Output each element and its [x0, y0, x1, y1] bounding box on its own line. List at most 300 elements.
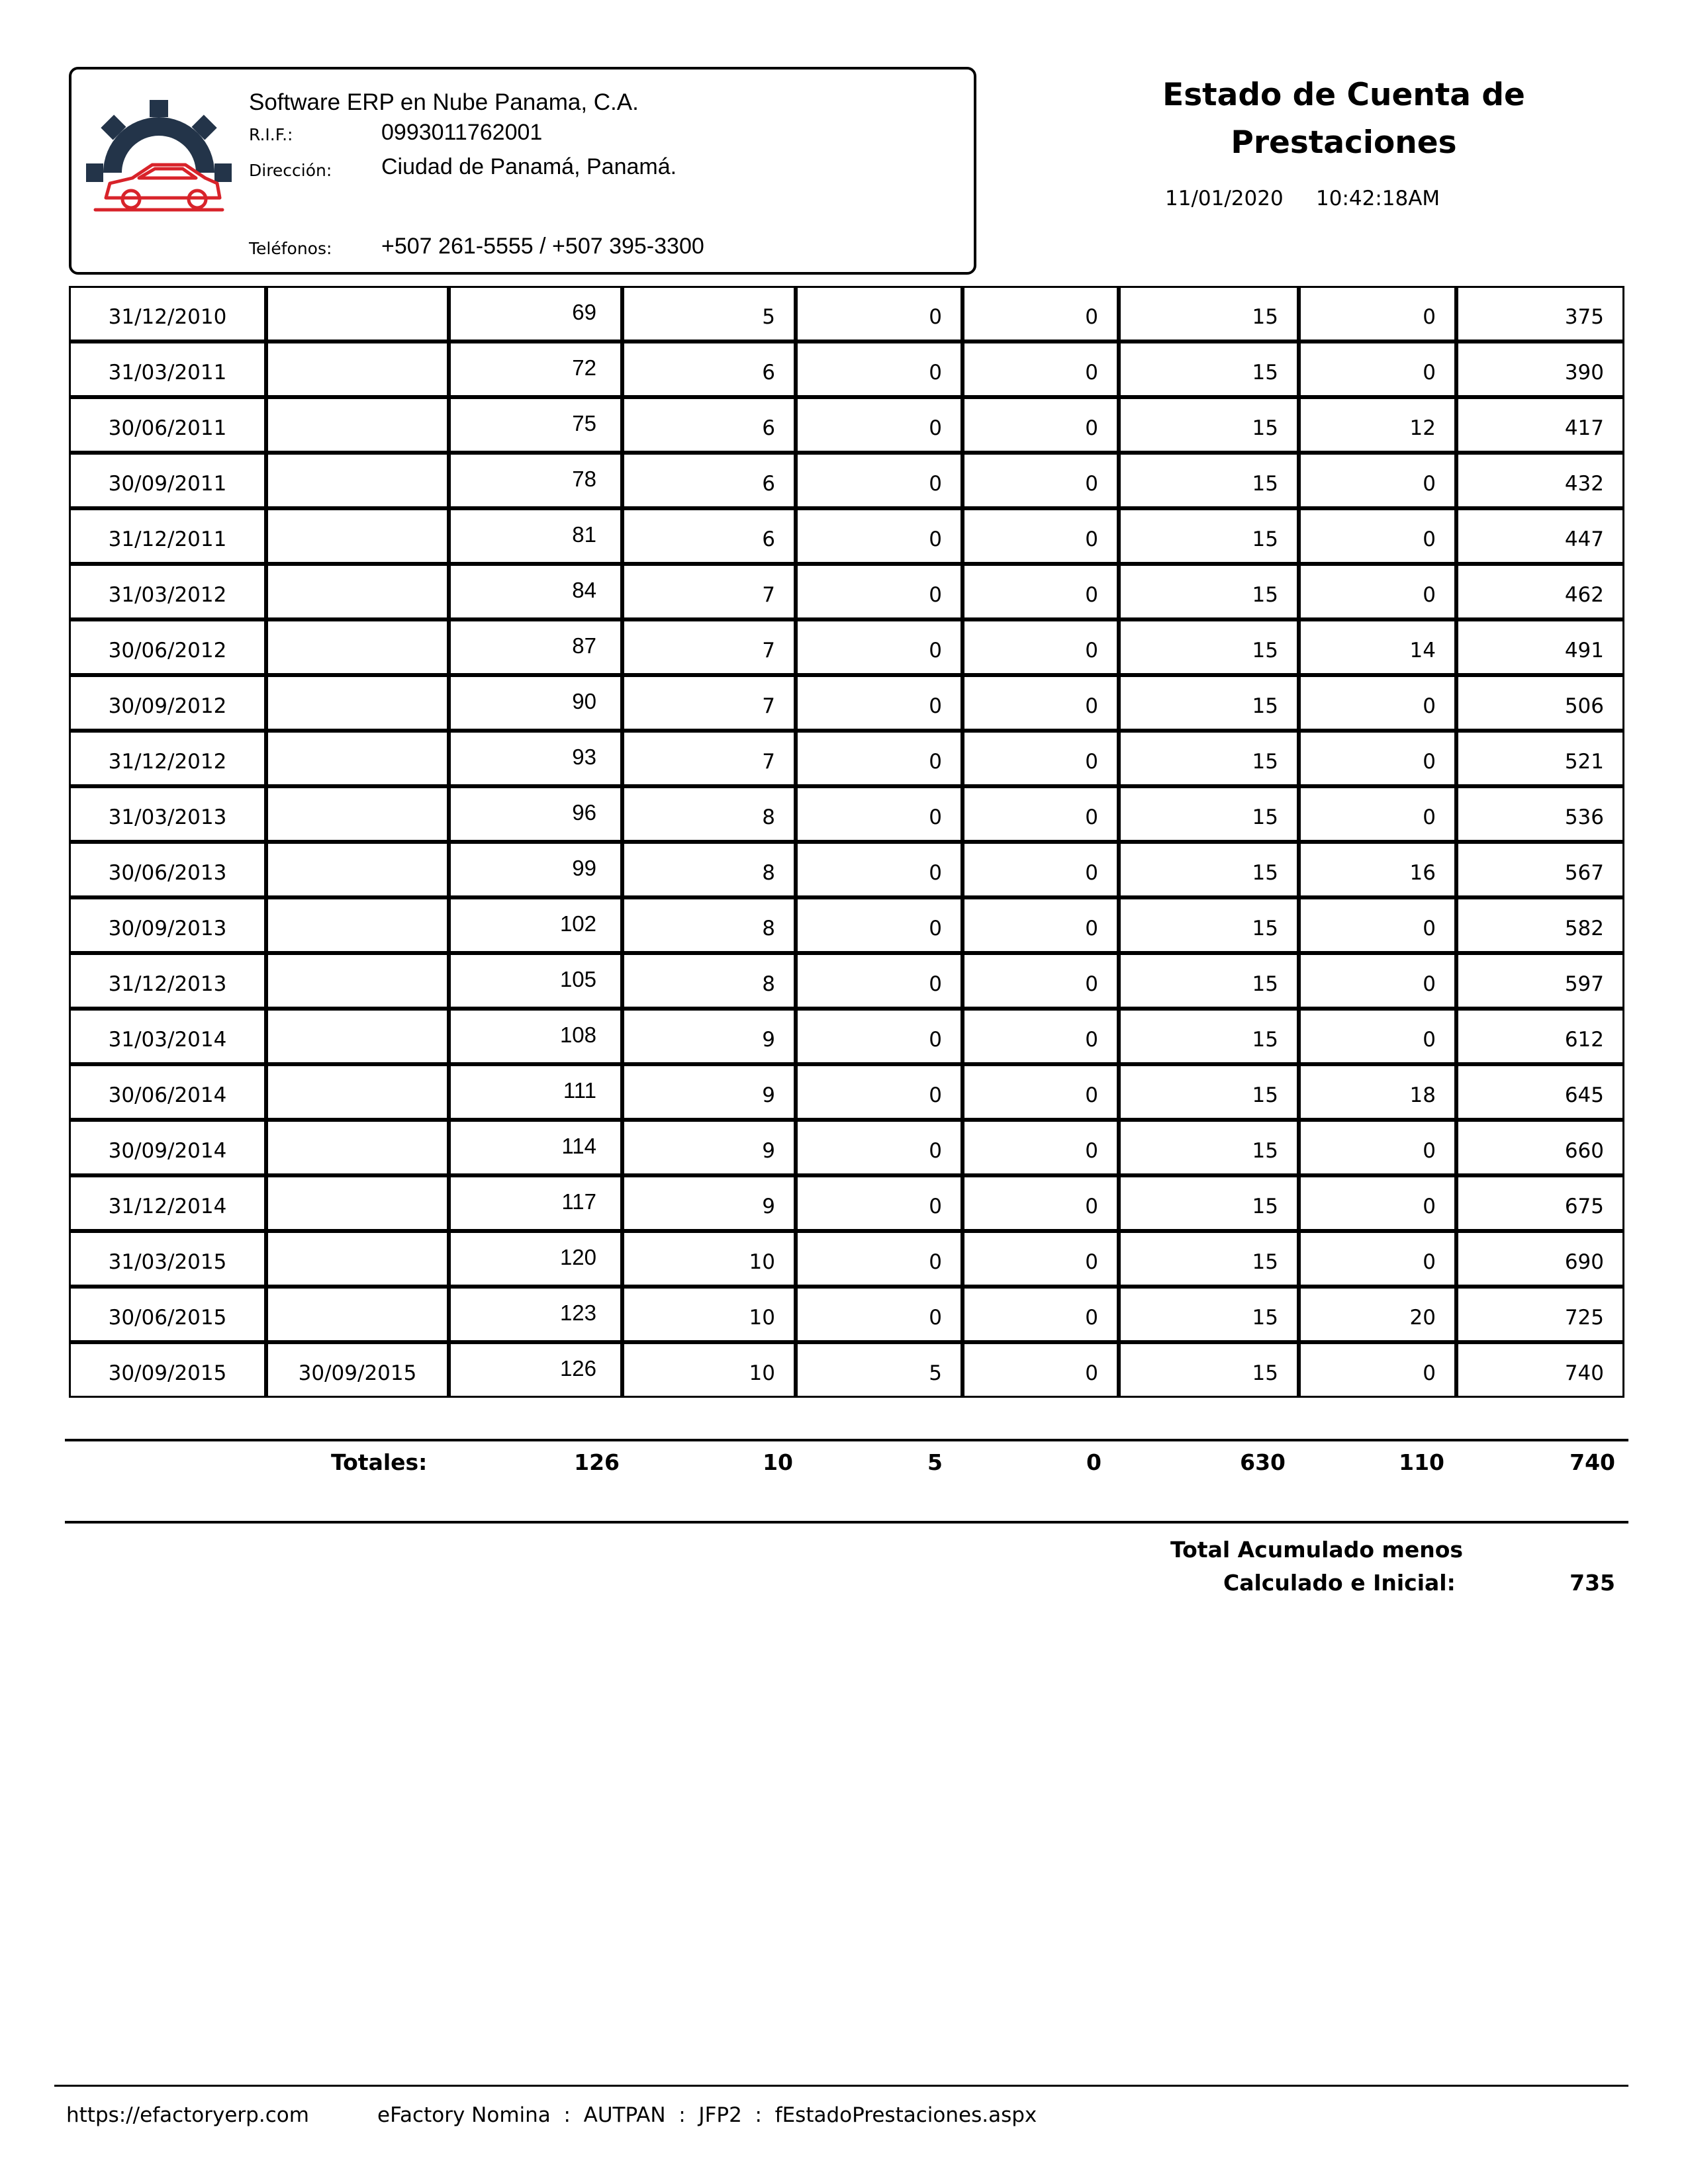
table-cell — [1119, 786, 1299, 842]
cell-value: 0 — [1423, 917, 1436, 940]
table-cell — [1119, 731, 1299, 786]
cell-value: 0 — [1085, 472, 1098, 496]
table-cell — [1299, 453, 1456, 508]
table-cell — [1456, 731, 1624, 786]
table-cell — [962, 1287, 1119, 1342]
table-cell — [796, 1287, 962, 1342]
cell-value: 582 — [1564, 917, 1604, 940]
cell-value: 0 — [1423, 750, 1436, 774]
cell-value: 375 — [1564, 305, 1604, 329]
cell-value: 536 — [1564, 805, 1604, 829]
table-cell — [622, 1175, 796, 1231]
totals-bottom-rule — [65, 1521, 1628, 1524]
cell-value: 725 — [1564, 1306, 1604, 1330]
table-cell — [1299, 1231, 1456, 1287]
cell-value: 0 — [1423, 1361, 1436, 1385]
table-cell — [796, 1342, 962, 1398]
cell-value: 15 — [1252, 1028, 1278, 1052]
table-cell — [622, 453, 796, 508]
table-cell — [1119, 1120, 1299, 1175]
table-cell — [266, 508, 449, 564]
cell-value: 6 — [762, 527, 775, 551]
table-cell — [266, 1287, 449, 1342]
table-cell — [1456, 1175, 1624, 1231]
company-name: Software ERP en Nube Panama, C.A. — [249, 89, 639, 115]
table-cell — [1299, 1342, 1456, 1398]
total-col-7: 630 — [1240, 1449, 1286, 1475]
table-cell — [266, 731, 449, 786]
cell-value: 8 — [762, 805, 775, 829]
table-cell — [962, 731, 1119, 786]
cell-value: 31/03/2012 — [108, 583, 227, 607]
table-cell — [266, 1009, 449, 1064]
cell-value: 0 — [1423, 972, 1436, 996]
table-cell — [449, 842, 622, 897]
cell-value: 69 — [572, 300, 596, 324]
cell-value: 31/12/2011 — [108, 527, 227, 551]
table-cell — [1119, 953, 1299, 1009]
totals-top-rule — [65, 1439, 1628, 1441]
table-row — [69, 786, 1624, 842]
table-cell — [1119, 1009, 1299, 1064]
table-cell — [449, 286, 622, 341]
cell-value: 0 — [929, 917, 942, 940]
cell-value: 7 — [762, 583, 775, 607]
table-cell — [69, 1175, 266, 1231]
table-cell — [622, 508, 796, 564]
cell-value: 8 — [762, 917, 775, 940]
table-row — [69, 1064, 1624, 1120]
cell-value: 84 — [572, 578, 596, 602]
table-cell — [1299, 731, 1456, 786]
table-cell — [1456, 842, 1624, 897]
table-cell — [69, 1231, 266, 1287]
table-cell — [622, 1064, 796, 1120]
table-cell — [1456, 675, 1624, 731]
table-cell — [796, 1231, 962, 1287]
table-cell — [796, 1175, 962, 1231]
cell-value: 31/03/2015 — [108, 1250, 227, 1274]
table-cell — [1456, 953, 1624, 1009]
table-cell — [962, 786, 1119, 842]
cell-value: 0 — [929, 861, 942, 885]
table-cell — [449, 508, 622, 564]
phone-value: +507 261-5555 / +507 395-3300 — [381, 234, 704, 259]
cell-value: 114 — [561, 1134, 596, 1158]
cell-value: 0 — [1423, 583, 1436, 607]
cell-value: 0 — [1423, 527, 1436, 551]
cell-value: 30/09/2011 — [108, 472, 227, 496]
table-row — [69, 619, 1624, 675]
table-cell — [449, 953, 622, 1009]
table-row — [69, 1287, 1624, 1342]
cell-value: 0 — [929, 1083, 942, 1107]
cell-value: 0 — [929, 1195, 942, 1218]
cell-value: 31/12/2014 — [108, 1195, 227, 1218]
table-cell — [449, 619, 622, 675]
cell-value: 0 — [929, 1139, 942, 1163]
table-cell — [796, 453, 962, 508]
accumulated-value: 735 — [1570, 1570, 1615, 1596]
table-cell — [69, 564, 266, 619]
table-cell — [1119, 842, 1299, 897]
rif-label: R.I.F.: — [249, 125, 293, 144]
table-cell — [962, 453, 1119, 508]
table-cell — [1299, 286, 1456, 341]
table-cell — [622, 286, 796, 341]
table-cell — [622, 786, 796, 842]
table-cell — [449, 675, 622, 731]
table-cell — [1299, 1287, 1456, 1342]
table-row — [69, 1009, 1624, 1064]
table-cell — [1299, 1064, 1456, 1120]
cell-value: 15 — [1252, 305, 1278, 329]
table-cell — [962, 508, 1119, 564]
table-cell — [266, 1175, 449, 1231]
cell-value: 10 — [749, 1306, 775, 1330]
print-date: 11/01/2020 — [1165, 187, 1284, 210]
table-row — [69, 453, 1624, 508]
table-cell — [622, 564, 796, 619]
table-cell — [69, 675, 266, 731]
address-label: Dirección: — [249, 161, 332, 180]
table-cell — [796, 897, 962, 953]
cell-value: 15 — [1252, 1250, 1278, 1274]
cell-value: 31/12/2013 — [108, 972, 227, 996]
cell-value: 126 — [559, 1356, 596, 1381]
address-value: Ciudad de Panamá, Panamá. — [381, 154, 677, 179]
table-cell — [1299, 397, 1456, 453]
cell-value: 7 — [762, 694, 775, 718]
cell-value: 30/09/2014 — [108, 1139, 227, 1163]
table-cell — [1456, 1231, 1624, 1287]
table-cell — [1119, 397, 1299, 453]
cell-value: 8 — [762, 972, 775, 996]
table-row — [69, 1231, 1624, 1287]
table-row — [69, 953, 1624, 1009]
accumulated-label-line2: Calculado e Inicial: — [1223, 1570, 1456, 1596]
document-title-line2: Prestaciones — [1231, 124, 1457, 161]
cell-value: 96 — [572, 800, 596, 825]
cell-value: 0 — [929, 972, 942, 996]
table-row — [69, 341, 1624, 397]
total-col-3: 126 — [574, 1449, 620, 1475]
table-cell — [449, 786, 622, 842]
table-cell — [266, 675, 449, 731]
table-cell — [266, 564, 449, 619]
table-cell — [1119, 453, 1299, 508]
table-cell — [622, 1120, 796, 1175]
company-logo — [86, 99, 232, 238]
table-cell — [1456, 1120, 1624, 1175]
table-cell — [449, 1064, 622, 1120]
cell-value: 0 — [1423, 361, 1436, 385]
total-col-4: 10 — [763, 1449, 793, 1475]
totals-label: Totales: — [331, 1449, 428, 1475]
table-row — [69, 897, 1624, 953]
cell-value: 0 — [1423, 1195, 1436, 1218]
table-cell — [1119, 286, 1299, 341]
table-row — [69, 1120, 1624, 1175]
cell-value: 447 — [1564, 527, 1604, 551]
table-cell — [1456, 453, 1624, 508]
table-cell — [622, 1342, 796, 1398]
table-cell — [1299, 842, 1456, 897]
cell-value: 0 — [929, 527, 942, 551]
cell-value: 0 — [1085, 1361, 1098, 1385]
cell-value: 0 — [1085, 583, 1098, 607]
cell-value: 15 — [1252, 1306, 1278, 1330]
cell-value: 597 — [1564, 972, 1604, 996]
table-cell — [622, 619, 796, 675]
cell-value: 15 — [1252, 361, 1278, 385]
table-cell — [796, 341, 962, 397]
cell-value: 491 — [1564, 639, 1604, 662]
table-cell — [962, 1342, 1119, 1398]
table-cell — [1119, 619, 1299, 675]
total-col-6: 0 — [1086, 1449, 1102, 1475]
cell-value: 0 — [929, 694, 942, 718]
table-cell — [1456, 786, 1624, 842]
table-cell — [1299, 1175, 1456, 1231]
table-row — [69, 1342, 1624, 1398]
total-col-8: 110 — [1399, 1449, 1444, 1475]
table-cell — [1456, 897, 1624, 953]
table-cell — [962, 1064, 1119, 1120]
cell-value: 0 — [1085, 1250, 1098, 1274]
table-cell — [449, 453, 622, 508]
table-cell — [266, 453, 449, 508]
total-col-9: 740 — [1570, 1449, 1615, 1475]
table-cell — [1119, 508, 1299, 564]
cell-value: 0 — [1423, 1250, 1436, 1274]
cell-value: 15 — [1252, 861, 1278, 885]
document-title — [1099, 71, 1589, 167]
table-cell — [1456, 341, 1624, 397]
table-cell — [69, 397, 266, 453]
table-cell — [962, 1175, 1119, 1231]
cell-value: 108 — [559, 1023, 596, 1047]
cell-value: 0 — [1085, 305, 1098, 329]
table-cell — [622, 1231, 796, 1287]
cell-value: 0 — [1085, 361, 1098, 385]
cell-value: 0 — [929, 750, 942, 774]
cell-value: 75 — [572, 411, 596, 435]
table-cell — [449, 897, 622, 953]
cell-value: 30/06/2014 — [108, 1083, 227, 1107]
table-cell — [962, 1120, 1119, 1175]
cell-value: 6 — [762, 361, 775, 385]
cell-value: 30/06/2011 — [108, 416, 227, 440]
cell-value: 0 — [1085, 1139, 1098, 1163]
table-cell — [69, 341, 266, 397]
table-cell — [796, 1009, 962, 1064]
table-cell — [266, 619, 449, 675]
cell-value: 15 — [1252, 750, 1278, 774]
table-cell — [1119, 1342, 1299, 1398]
cell-value: 9 — [762, 1028, 775, 1052]
table-cell — [1456, 286, 1624, 341]
cell-value: 0 — [929, 472, 942, 496]
table-cell — [69, 508, 266, 564]
table-cell — [622, 897, 796, 953]
table-cell — [1299, 1120, 1456, 1175]
cell-value: 0 — [929, 639, 942, 662]
table-cell — [796, 508, 962, 564]
cell-value: 111 — [563, 1078, 596, 1103]
table-cell — [449, 1009, 622, 1064]
cell-value: 30/09/2013 — [108, 917, 227, 940]
table-cell — [962, 953, 1119, 1009]
cell-value: 20 — [1409, 1306, 1436, 1330]
table-cell — [266, 286, 449, 341]
table-cell — [449, 1231, 622, 1287]
table-cell — [796, 286, 962, 341]
table-cell — [69, 897, 266, 953]
cell-value: 30/06/2013 — [108, 861, 227, 885]
cell-value: 18 — [1409, 1083, 1436, 1107]
table-cell — [1299, 508, 1456, 564]
table-cell — [1299, 564, 1456, 619]
cell-value: 462 — [1564, 583, 1604, 607]
table-cell — [622, 731, 796, 786]
cell-value: 10 — [749, 1250, 775, 1274]
table-row — [69, 508, 1624, 564]
table-cell — [69, 731, 266, 786]
cell-value: 15 — [1252, 1139, 1278, 1163]
cell-value: 432 — [1564, 472, 1604, 496]
footer-rule — [54, 2085, 1628, 2087]
cell-value: 417 — [1564, 416, 1604, 440]
cell-value: 15 — [1252, 639, 1278, 662]
table-cell — [266, 897, 449, 953]
table-cell — [69, 842, 266, 897]
cell-value: 0 — [1085, 805, 1098, 829]
cell-value: 0 — [1423, 805, 1436, 829]
cell-value: 9 — [762, 1139, 775, 1163]
company-info-box — [69, 67, 976, 275]
cell-value: 0 — [1085, 1306, 1098, 1330]
cell-value: 5 — [762, 305, 775, 329]
cell-value: 31/12/2012 — [108, 750, 227, 774]
table-cell — [69, 1342, 266, 1398]
cell-value: 0 — [1085, 527, 1098, 551]
table-row — [69, 397, 1624, 453]
cell-value: 15 — [1252, 583, 1278, 607]
cell-value: 0 — [1423, 1139, 1436, 1163]
cell-value: 15 — [1252, 472, 1278, 496]
cell-value: 567 — [1564, 861, 1604, 885]
table-cell — [1299, 786, 1456, 842]
cell-value: 521 — [1564, 750, 1604, 774]
table-cell — [266, 953, 449, 1009]
table-cell — [1119, 897, 1299, 953]
table-cell — [69, 1287, 266, 1342]
table-cell — [1119, 1287, 1299, 1342]
table-cell — [266, 1342, 449, 1398]
cell-value: 645 — [1564, 1083, 1604, 1107]
table-cell — [1119, 1175, 1299, 1231]
cell-value: 0 — [1423, 694, 1436, 718]
cell-value: 0 — [1085, 694, 1098, 718]
table-cell — [962, 897, 1119, 953]
table-cell — [266, 1120, 449, 1175]
table-cell — [962, 341, 1119, 397]
cell-value: 15 — [1252, 1083, 1278, 1107]
table-cell — [266, 786, 449, 842]
statement-table — [69, 286, 1624, 1398]
table-cell — [1299, 619, 1456, 675]
cell-value: 30/09/2015 — [108, 1361, 227, 1385]
table-cell — [962, 564, 1119, 619]
table-cell — [449, 1175, 622, 1231]
table-cell — [1299, 897, 1456, 953]
cell-value: 123 — [559, 1300, 596, 1325]
table-cell — [449, 341, 622, 397]
cell-value: 102 — [559, 911, 596, 936]
cell-value: 506 — [1564, 694, 1604, 718]
table-cell — [962, 286, 1119, 341]
table-cell — [962, 397, 1119, 453]
cell-value: 9 — [762, 1083, 775, 1107]
table-cell — [69, 453, 266, 508]
cell-value: 0 — [929, 583, 942, 607]
table-cell — [796, 953, 962, 1009]
table-cell — [796, 1120, 962, 1175]
cell-value: 30/09/2015 — [298, 1361, 417, 1385]
cell-value: 7 — [762, 639, 775, 662]
cell-value: 0 — [1085, 750, 1098, 774]
cell-value: 81 — [572, 522, 596, 547]
table-cell — [1119, 1064, 1299, 1120]
table-cell — [266, 1231, 449, 1287]
table-cell — [796, 675, 962, 731]
table-row — [69, 675, 1624, 731]
table-cell — [962, 1009, 1119, 1064]
cell-value: 30/06/2012 — [108, 639, 227, 662]
accumulated-label-line1: Total Acumulado menos — [1170, 1537, 1464, 1563]
cell-value: 6 — [762, 416, 775, 440]
table-cell — [622, 1287, 796, 1342]
cell-value: 690 — [1564, 1250, 1604, 1274]
cell-value: 0 — [929, 1250, 942, 1274]
table-cell — [796, 842, 962, 897]
table-cell — [796, 731, 962, 786]
table-cell — [1456, 508, 1624, 564]
cell-value: 31/03/2014 — [108, 1028, 227, 1052]
cell-value: 0 — [929, 361, 942, 385]
cell-value: 0 — [929, 416, 942, 440]
table-cell — [69, 786, 266, 842]
cell-value: 105 — [559, 967, 596, 991]
cell-value: 15 — [1252, 805, 1278, 829]
cell-value: 0 — [929, 305, 942, 329]
footer-module-info: eFactory Nomina : AUTPAN : JFP2 : fEstadoPrestaciones.aspx — [377, 2103, 1037, 2127]
cell-value: 0 — [1085, 639, 1098, 662]
footer-url: https://efactoryerp.com — [66, 2103, 309, 2127]
cell-value: 117 — [561, 1189, 596, 1214]
table-cell — [962, 1231, 1119, 1287]
cell-value: 0 — [1423, 472, 1436, 496]
cell-value: 30/06/2015 — [108, 1306, 227, 1330]
table-cell — [796, 564, 962, 619]
table-cell — [1299, 675, 1456, 731]
cell-value: 5 — [929, 1361, 942, 1385]
cell-value: 99 — [572, 856, 596, 880]
table-cell — [962, 619, 1119, 675]
cell-value: 0 — [1085, 972, 1098, 996]
table-cell — [622, 842, 796, 897]
